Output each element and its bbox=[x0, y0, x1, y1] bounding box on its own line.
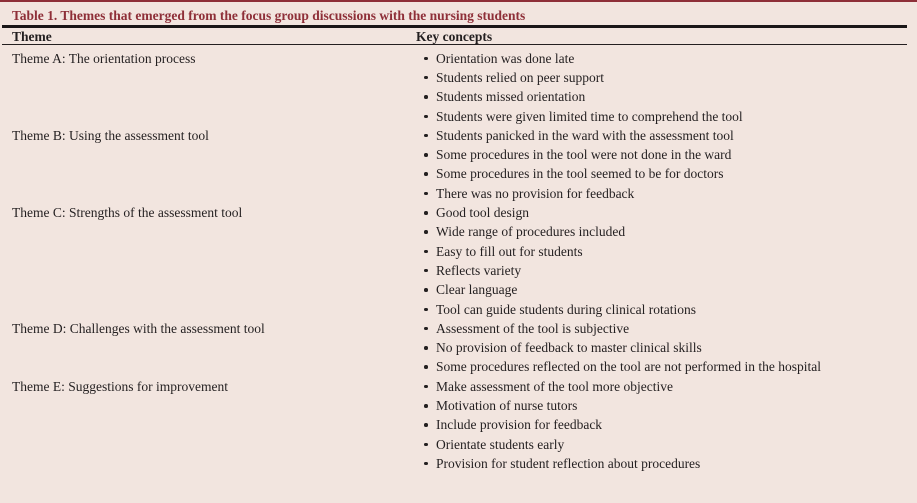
table-body bbox=[0, 45, 917, 474]
bullet-icon bbox=[424, 365, 428, 369]
theme-label: Theme D: Challenges with the assessment tool bbox=[12, 320, 265, 336]
concept-item bbox=[416, 319, 917, 338]
concepts-list bbox=[416, 203, 917, 319]
bullet-icon bbox=[424, 57, 428, 61]
bullet-icon bbox=[424, 462, 428, 466]
table-row bbox=[0, 126, 917, 203]
concepts-list bbox=[416, 319, 917, 377]
concept-text: Make assessment of the tool more objective bbox=[436, 378, 673, 394]
concept-text: Easy to fill out for students bbox=[436, 243, 583, 259]
table-row bbox=[0, 377, 917, 473]
table-header-row bbox=[0, 28, 917, 44]
concept-text: Reflects variety bbox=[436, 262, 522, 278]
concept-item bbox=[416, 280, 917, 299]
bullet-icon bbox=[424, 115, 428, 119]
concept-item bbox=[416, 415, 917, 434]
concept-item bbox=[416, 184, 917, 203]
concept-item bbox=[416, 377, 917, 396]
concept-item bbox=[416, 435, 917, 454]
concept-text: Clear language bbox=[436, 282, 518, 298]
theme-label: Theme C: Strengths of the assessment tool bbox=[12, 205, 243, 221]
concept-item bbox=[416, 68, 917, 87]
concept-item bbox=[416, 454, 917, 473]
bullet-icon bbox=[424, 385, 428, 389]
bullet-icon bbox=[424, 211, 428, 215]
concept-text: Orientation was done late bbox=[436, 50, 575, 66]
concept-item bbox=[416, 242, 917, 261]
concept-item bbox=[416, 203, 917, 222]
concept-text: Good tool design bbox=[436, 205, 529, 221]
concept-text: Wide range of procedures included bbox=[436, 224, 626, 240]
theme-label: Theme E: Suggestions for improvement bbox=[12, 378, 228, 394]
concept-text: No provision of feedback to master clinical skills bbox=[436, 340, 702, 356]
concept-item bbox=[416, 222, 917, 241]
concept-text: Motivation of nurse tutors bbox=[436, 398, 578, 414]
bullet-icon bbox=[424, 423, 428, 427]
concept-text: There was no provision for feedback bbox=[436, 185, 635, 201]
bullet-icon bbox=[424, 443, 428, 447]
concept-text: Students were given limited time to comprehend the tool bbox=[436, 108, 743, 124]
bullet-icon bbox=[424, 134, 428, 138]
bullet-icon bbox=[424, 153, 428, 157]
concept-item bbox=[416, 49, 917, 68]
concept-text: Include provision for feedback bbox=[436, 417, 603, 433]
concept-text: Students panicked in the ward with the assessment tool bbox=[436, 127, 734, 143]
theme-label: Theme B: Using the assessment tool bbox=[12, 127, 209, 143]
bullet-icon bbox=[424, 95, 428, 99]
concept-text: Assessment of the tool is subjective bbox=[436, 320, 630, 336]
table-row bbox=[0, 49, 917, 126]
concept-item bbox=[416, 164, 917, 183]
concept-item bbox=[416, 261, 917, 280]
concepts-list bbox=[416, 126, 917, 203]
column-header-key-concepts: Key concepts bbox=[416, 28, 493, 44]
table-row bbox=[0, 203, 917, 319]
concept-text: Provision for student reflection about procedures bbox=[436, 455, 701, 471]
bullet-icon bbox=[424, 250, 428, 254]
bullet-icon bbox=[424, 288, 428, 292]
concept-text: Tool can guide students during clinical rotations bbox=[436, 301, 697, 317]
bullet-icon bbox=[424, 327, 428, 331]
concept-item bbox=[416, 145, 917, 164]
bullet-icon bbox=[424, 76, 428, 80]
concept-text: Students missed orientation bbox=[436, 89, 586, 105]
bullet-icon bbox=[424, 404, 428, 408]
concepts-list bbox=[416, 377, 917, 473]
bullet-icon bbox=[424, 346, 428, 350]
column-header-theme: Theme bbox=[12, 28, 52, 44]
concept-item bbox=[416, 338, 917, 357]
bullet-icon bbox=[424, 308, 428, 312]
bullet-icon bbox=[424, 172, 428, 176]
concept-text: Some procedures in the tool seemed to be for doctors bbox=[436, 166, 724, 182]
concept-item bbox=[416, 87, 917, 106]
concept-item bbox=[416, 396, 917, 415]
concept-text: Students relied on peer support bbox=[436, 69, 604, 85]
concepts-list bbox=[416, 49, 917, 126]
table-row bbox=[0, 319, 917, 377]
bullet-icon bbox=[424, 230, 428, 234]
concept-text: Some procedures reflected on the tool are not performed in the hospital bbox=[436, 359, 821, 375]
concept-text: Some procedures in the tool were not done in the ward bbox=[436, 147, 732, 163]
concept-text: Orientate students early bbox=[436, 436, 565, 452]
bullet-icon bbox=[424, 192, 428, 196]
concept-item bbox=[416, 357, 917, 376]
theme-label: Theme A: The orientation process bbox=[12, 50, 196, 66]
bullet-icon bbox=[424, 269, 428, 273]
table-title: Table 1. Themes that emerged from the focus group discussions with the nursing students bbox=[12, 8, 526, 23]
concept-item bbox=[416, 107, 917, 126]
concept-item bbox=[416, 300, 917, 319]
concept-item bbox=[416, 126, 917, 145]
